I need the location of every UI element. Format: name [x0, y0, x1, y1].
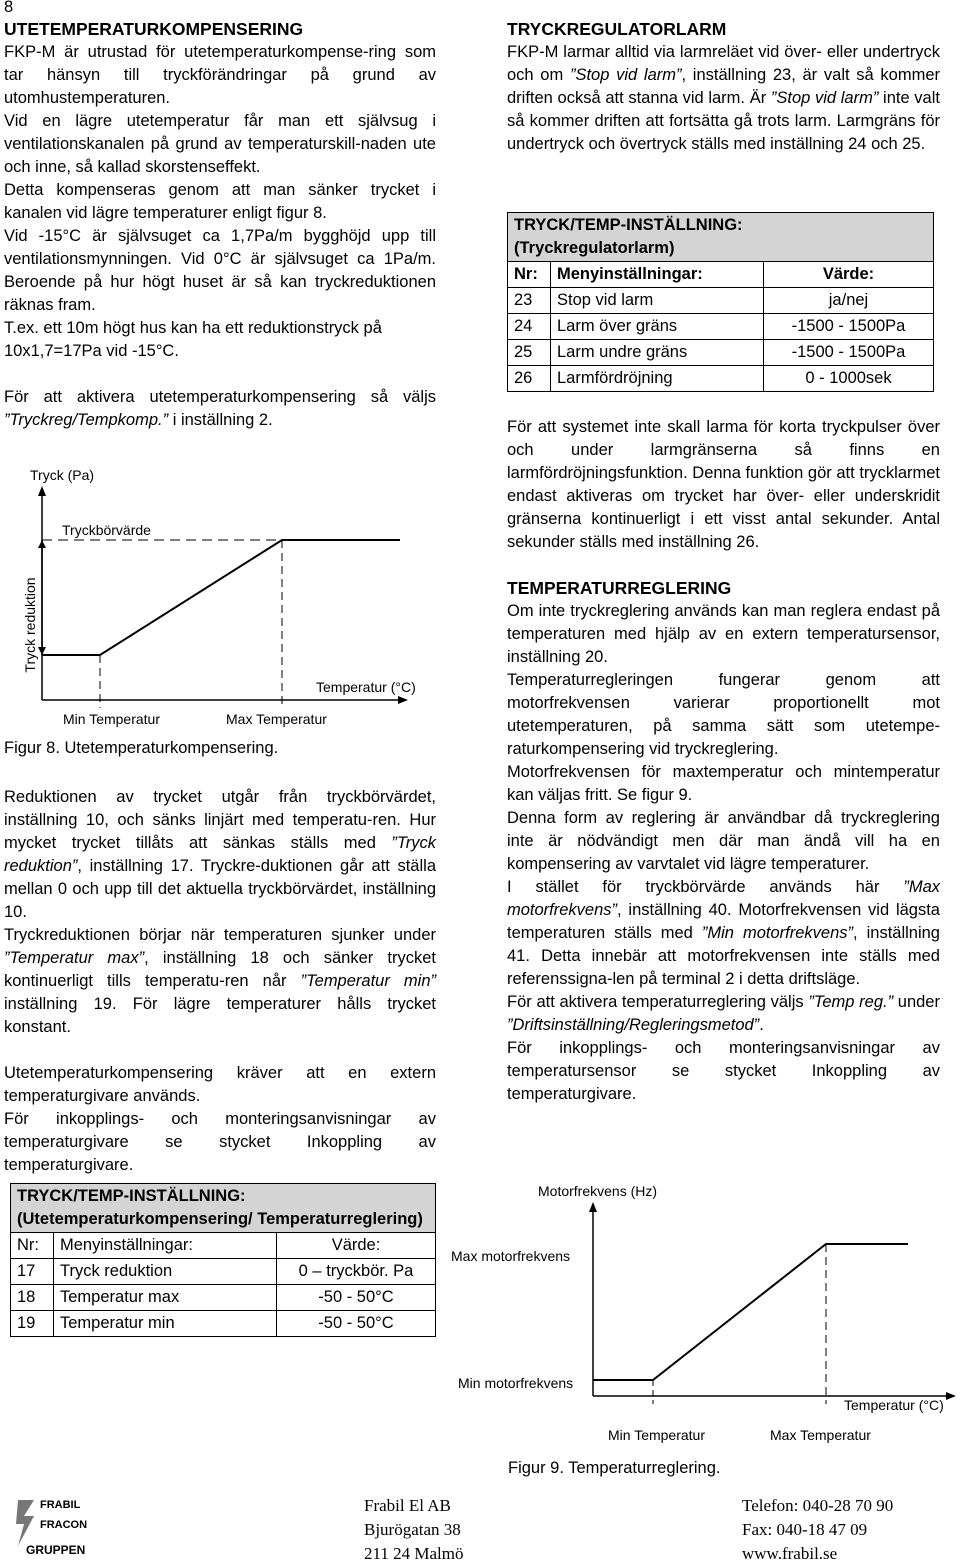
figure9-caption: Figur 9. Temperaturreglering. [508, 1459, 721, 1477]
paragraph: Utetemperaturkompensering kräver att en extern temperaturgivare används. [4, 1064, 436, 1105]
table-row: 24 Larm över gräns -1500 - 1500Pa [508, 314, 934, 340]
paragraph: Motorfrekvensen för maxtemperatur och mintemperatur kan väljas fritt. Se figur 9. [507, 763, 940, 804]
figure8-y-title: Tryck (Pa) [30, 467, 95, 483]
table-row: 17 Tryck reduktion 0 – tryckbör. Pa [11, 1259, 436, 1285]
figure8-y-arrow [38, 486, 46, 496]
figure-8-chart [0, 460, 450, 740]
figure9-x-title: Temperatur (°C) [844, 1397, 944, 1413]
figure8-reduction-label: Tryck reduktion [22, 577, 38, 673]
settings-table-pressure-alarm [507, 212, 934, 392]
paragraph: Tryckreduktionen börjar när temperaturen sjunker under ”Temperatur max”, inställning 18 och sänker trycket kontinuerligt tills temperatu-ren når ”Temperatur min” inställning 19. För lägre temperaturer hålls trycket konstant. [4, 926, 436, 1036]
figure8-setpoint-label: Tryckbörvärde [62, 522, 151, 538]
figure9-tmax-label: Max Temperatur [770, 1427, 871, 1443]
figure9-tmin-label: Min Temperatur [608, 1427, 706, 1443]
figure9-min-label: Min motorfrekvens [458, 1375, 574, 1391]
figure8-x-arrow [398, 696, 408, 704]
paragraph: För inkopplings- och monteringsanvisningar av temperatursensor se stycket Inkoppling av temperaturgivare. [507, 1039, 940, 1103]
figure8-caption: Figur 8. Utetemperaturkompensering. [4, 739, 279, 757]
footer-fax: Fax: 040-18 47 09 [742, 1520, 868, 1539]
settings-table-outdoor-comp [10, 1183, 436, 1337]
table-title: TRYCK/TEMP-INSTÄLLNING: (Utetemperaturkompensering/ Temperaturreglering) [11, 1184, 436, 1233]
footer-company: Frabil El AB [364, 1496, 451, 1515]
svg-text:FRACON: FRACON [40, 1519, 88, 1531]
figure8-reduction-arrow-up [38, 540, 46, 548]
figure8-min-label: Min Temperatur [63, 711, 161, 727]
paragraph: T.ex. ett 10m högt hus kan ha ett reduktionstryck på 10x1,7=17Pa vid -15°C. [4, 319, 382, 360]
paragraph: Temperaturregleringen fungerar genom att motorfrekvensen varierar proportionellt mot utetemperaturen, på samma sätt som utetempe-raturkompensering vid tryckreglering. [507, 671, 940, 758]
table-title: TRYCK/TEMP-INSTÄLLNING: (Tryckregulatorlarm) [508, 213, 934, 262]
table-row: 25 Larm undre gräns -1500 - 1500Pa [508, 340, 934, 366]
figure9-y-title: Motorfrekvens (Hz) [538, 1183, 658, 1199]
paragraph: För att systemet inte skall larma för korta tryckpulser över och under larmgränserna så finns en larmfördröjningsfunktion. Denna funktion gör att trycklarmet endast aktiveras om trycket har över- eller underskridit gränserna kontinuerligt i ett visst antal sekunder. Antal sekunder ställs med inställning 26. [507, 418, 940, 551]
paragraph: Detta kompenseras genom att man sänker trycket i kanalen vid lägre temperaturer enligt figur 8. [4, 181, 436, 222]
section-title-outdoor-comp: UTETEMPERATURKOMPENSERING [4, 19, 304, 39]
paragraph: För att aktivera temperaturreglering väljs ”Temp reg.” under ”Driftsinställning/Regleringsmetod”. [507, 993, 940, 1034]
left-column [4, 18, 436, 432]
paragraph: Vid en lägre utetemperatur får man ett självsug i ventilationskanalen på grund av temperaturskill-naden ute och inne, så kallad skorstenseffekt. [4, 112, 436, 176]
paragraph: För att aktivera utetemperaturkompensering så väljs ”Tryckreg/Tempkomp.” i inställning 2. [4, 388, 436, 429]
footer-web-link[interactable]: www.frabil.se [742, 1544, 838, 1563]
table-row: 23 Stop vid larm ja/nej [508, 288, 934, 314]
table-row: 18 Temperatur max -50 - 50°C [11, 1285, 436, 1311]
paragraph: FKP-M larmar alltid via larmreläet vid över- eller undertryck och om ”Stop vid larm”, inställning 23, är valt så kommer driften också att stanna vid larm. Är ”Stop vid larm” inte valt så kommer driften att fortsätta gå trots larm. Larmgräns för undertryck och övertryck ställs med inställning 24 och 25. [507, 43, 940, 153]
svg-text:FRABIL: FRABIL [40, 1499, 81, 1511]
section-title-temp-regulation: TEMPERATURREGLERING [507, 578, 732, 598]
figure8-max-label: Max Temperatur [226, 711, 327, 727]
figure9-curve [593, 1244, 908, 1380]
paragraph: Vid -15°C är självsuget ca 1,7Pa/m bygghöjd upp till ventilationsmynningen. Vid 0°C är självsuget ca 1Pa/m. Beroende på hur högt huset är så kan tryckreduktionen räknas fram. [4, 227, 436, 314]
right-column [507, 18, 940, 156]
left-column-lower [4, 786, 436, 1177]
figure-9-chart [448, 1178, 960, 1448]
paragraph: För inkopplings- och monteringsanvisningar av temperaturgivare se stycket Inkoppling av temperaturgivare. [4, 1110, 436, 1174]
frabil-logo [10, 1494, 102, 1558]
figure9-max-label: Max motorfrekvens [451, 1248, 571, 1264]
paragraph: FKP-M är utrustad för utetemperaturkompense-ring som tar hänsyn till tryckförändringar på grund av utomhustemperaturen. [4, 43, 436, 107]
logo-mark-icon [16, 1500, 34, 1546]
right-column-lower [507, 416, 940, 1106]
figure8-curve [42, 540, 400, 655]
table-header-row: Nr: Menyinställningar: Värde: [508, 262, 934, 288]
figure9-x-arrow [946, 1392, 956, 1400]
table-row: 26 Larmfördröjning 0 - 1000sek [508, 366, 934, 392]
paragraph: Reduktionen av trycket utgår från tryckbörvärdet, inställning 10, och sänks linjärt med temperatu-ren. Hur mycket trycket tillåts att sänkas ställs med ”Tryck reduktion”, inställning 17. Tryckre-duktionen går att ställa mellan 0 och upp till det aktuella tryckbörvärdet, inställning 10. [4, 788, 436, 921]
table-header-row: Nr: Menyinställningar: Värde: [11, 1233, 436, 1259]
footer-city: 211 24 Malmö [364, 1544, 464, 1563]
footer-phone: Telefon: 040-28 70 90 [742, 1496, 894, 1515]
section-title-pressure-alarm: TRYCKREGULATORLARM [507, 19, 727, 39]
footer-street: Bjurögatan 38 [364, 1520, 461, 1539]
paragraph: I stället för tryckbörvärde används här ”Max motorfrekvens”, inställning 40. Motorfrekvensen vid lägsta temperaturen ställs med ”Min motorfrekvens”, inställning 41. Detta innebär att motorfrekvensen inte ställs med referenssigna-len på terminal 2 i detta driftsläge. [507, 878, 940, 988]
figure9-y-arrow [589, 1202, 597, 1212]
figure8-reduction-arrow-down [38, 647, 46, 655]
svg-text:GRUPPEN: GRUPPEN [26, 1543, 86, 1557]
table-row: 19 Temperatur min -50 - 50°C [11, 1311, 436, 1337]
paragraph: Denna form av reglering är användbar då tryckreglering inte är nödvändigt men där man ändå vill ha en kompensering av varvtalet vid lägre temperaturer. [507, 809, 940, 873]
figure8-x-title: Temperatur (°C) [316, 679, 416, 695]
paragraph: Om inte tryckreglering används kan man reglera endast på temperaturen med hjälp av en extern temperatursensor, inställning 20. [507, 602, 940, 666]
page-number: 8 [4, 0, 14, 16]
